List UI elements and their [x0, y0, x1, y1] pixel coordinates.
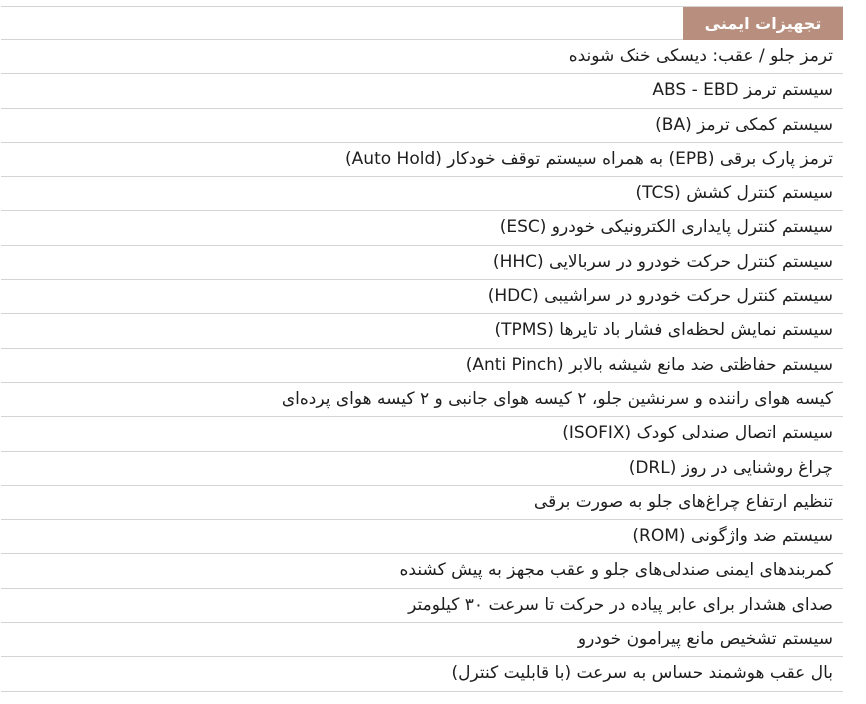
feature-row: سیستم حفاظتی ضد مانع شیشه بالابر (Anti Pinch)	[1, 349, 843, 383]
feature-row: کیسه هوای راننده و سرنشین جلو، ۲ کیسه هوای جانبی و ۲ کیسه هوای پرده‌ای	[1, 383, 843, 417]
feature-row: سیستم کنترل کشش (TCS)	[1, 177, 843, 211]
feature-row: سیستم ترمز ABS - EBD	[1, 74, 843, 108]
feature-row: سیستم تشخیص مانع پیرامون خودرو	[1, 623, 843, 657]
section-header-row	[1, 6, 843, 40]
feature-row: تنظیم ارتفاع چراغ‌های جلو به صورت برقی	[1, 486, 843, 520]
feature-row: چراغ روشنایی در روز (DRL)	[1, 452, 843, 486]
feature-list	[1, 40, 843, 692]
safety-equipment-table	[1, 0, 843, 692]
feature-row: سیستم کمکی ترمز (BA)	[1, 109, 843, 143]
feature-row: سیستم کنترل حرکت خودرو در سربالایی (HHC)	[1, 246, 843, 280]
feature-row: سیستم کنترل پایداری الکترونیکی خودرو (ESC)	[1, 211, 843, 245]
feature-row: سیستم اتصال صندلی کودک (ISOFIX)	[1, 417, 843, 451]
feature-row: صدای هشدار برای عابر پیاده در حرکت تا سرعت ۳۰ کیلومتر	[1, 589, 843, 623]
feature-row: سیستم کنترل حرکت خودرو در سراشیبی (HDC)	[1, 280, 843, 314]
feature-row: ترمز جلو / عقب: دیسکی خنک شونده	[1, 40, 843, 74]
feature-row: ترمز پارک برقی (EPB) به همراه سیستم توقف خودکار (Auto Hold)	[1, 143, 843, 177]
feature-row: سیستم ضد واژگونی (ROM)	[1, 520, 843, 554]
section-title: تجهیزات ایمنی	[683, 7, 843, 40]
feature-row: سیستم نمایش لحظه‌ای فشار باد تایرها (TPMS)	[1, 314, 843, 348]
feature-row: بال عقب هوشمند حساس به سرعت (با قابلیت کنترل)	[1, 657, 843, 691]
feature-row: کمربندهای ایمنی صندلی‌های جلو و عقب مجهز به پیش کشنده	[1, 554, 843, 588]
